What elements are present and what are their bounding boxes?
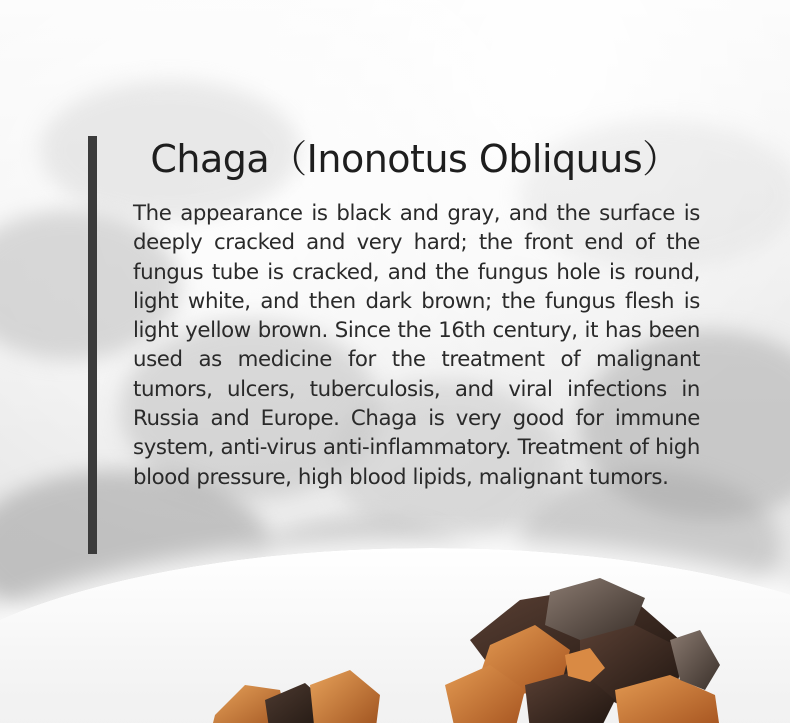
chaga-chunks-image xyxy=(430,570,730,723)
accent-bar xyxy=(88,136,97,554)
page-title: Chaga（Inonotus Obliquus） xyxy=(150,137,680,181)
chaga-chunk-left-image xyxy=(210,655,380,723)
description-text: The appearance is black and gray, and the surface is deeply cracked and very hard; the front end of the fungus tube is cracked, and the fungus hole is round, light white, and then dark brown; the fungus flesh is light yellow brown. Since the 16th century, it has been used as medicine for the treatment of malignant tumors, ulcers, tuberculosis, and viral infections in Russia and Europe. Chaga is very good for immune system, anti-virus anti-inflammatory. Treatment of high blood pressure, high blood lipids, malignant tumors. xyxy=(133,201,700,490)
